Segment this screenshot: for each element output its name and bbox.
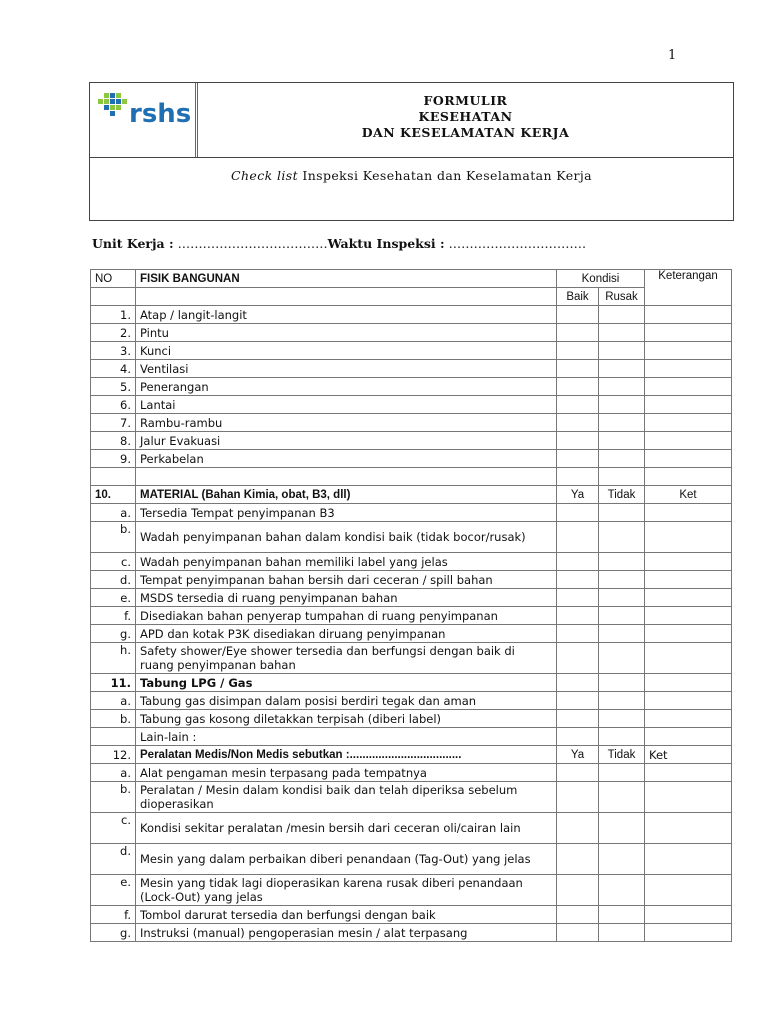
- note-cell[interactable]: [645, 906, 732, 924]
- col-ya-header: Ya: [557, 746, 599, 764]
- note-cell[interactable]: [645, 306, 732, 324]
- row-text: Tabung gas disimpan dalam posisi berdiri tegak dan aman: [136, 692, 557, 710]
- table-row: [91, 306, 732, 324]
- subtitle-rest: Inspeksi Kesehatan dan Keselamatan Kerja: [298, 168, 592, 183]
- note-cell[interactable]: [645, 692, 732, 710]
- check-cell[interactable]: [557, 813, 599, 844]
- row-no: 7.: [91, 414, 136, 432]
- check-cell[interactable]: [599, 378, 645, 396]
- check-cell[interactable]: [557, 571, 599, 589]
- row-no: c.: [91, 553, 136, 571]
- table-row: [91, 504, 732, 522]
- check-cell[interactable]: [557, 553, 599, 571]
- table-row-empty: [91, 468, 732, 486]
- row-text: Wadah penyimpanan bahan memiliki label yang jelas: [136, 553, 557, 571]
- check-cell[interactable]: [599, 782, 645, 813]
- check-cell[interactable]: [599, 306, 645, 324]
- col-rusak-header: Rusak: [599, 288, 645, 306]
- check-cell[interactable]: [557, 875, 599, 906]
- row-text: Peralatan / Mesin dalam kondisi baik dan telah diperiksa sebelum dioperasikan: [136, 782, 557, 813]
- section-no: 10.: [91, 486, 136, 504]
- table-row: [91, 875, 732, 906]
- row-text: Mesin yang tidak lagi dioperasikan karena rusak diberi penandaan (Lock-Out) yang jelas: [136, 875, 557, 906]
- table-row: [91, 342, 732, 360]
- table-row: [91, 589, 732, 607]
- row-text: Pintu: [136, 324, 557, 342]
- note-cell[interactable]: [645, 625, 732, 643]
- table-subheader-row: [91, 288, 732, 306]
- check-cell[interactable]: [557, 589, 599, 607]
- note-cell[interactable]: [645, 875, 732, 906]
- check-cell[interactable]: [599, 625, 645, 643]
- row-no: b.: [91, 782, 136, 813]
- waktu-inspeksi-field[interactable]: ……………………………: [444, 236, 587, 251]
- check-cell[interactable]: [599, 728, 645, 746]
- row-no: d.: [91, 571, 136, 589]
- col-no-header: NO: [91, 270, 136, 288]
- row-text: Tabung gas kosong diletakkan terpisah (diberi label): [136, 710, 557, 728]
- check-cell[interactable]: [557, 607, 599, 625]
- check-cell[interactable]: [557, 342, 599, 360]
- check-cell[interactable]: [557, 522, 599, 553]
- check-cell[interactable]: [599, 813, 645, 844]
- row-no: a.: [91, 504, 136, 522]
- table-row: [91, 844, 732, 875]
- check-cell[interactable]: [557, 450, 599, 468]
- row-text: Rambu-rambu: [136, 414, 557, 432]
- row-text: Instruksi (manual) pengoperasian mesin / alat terpasang: [136, 924, 557, 942]
- table-row: [91, 813, 732, 844]
- col-ya-header: Ya: [557, 486, 599, 504]
- row-no: 4.: [91, 360, 136, 378]
- table-row: [91, 710, 732, 728]
- table-row: [91, 450, 732, 468]
- check-cell[interactable]: [557, 414, 599, 432]
- row-text: Safety shower/Eye shower tersedia dan berfungsi dengan baik di ruang penyimpanan bahan: [136, 643, 557, 674]
- row-no: e.: [91, 589, 136, 607]
- check-cell[interactable]: [599, 643, 645, 674]
- title-line-2: KESEHATAN: [418, 109, 513, 124]
- row-no: 1.: [91, 306, 136, 324]
- check-cell[interactable]: [599, 342, 645, 360]
- note-cell[interactable]: [645, 553, 732, 571]
- note-cell[interactable]: [645, 324, 732, 342]
- title-line-3: DAN KESELAMATAN KERJA: [361, 125, 570, 140]
- check-cell[interactable]: [599, 875, 645, 906]
- note-cell[interactable]: [645, 432, 732, 450]
- table-row: [91, 414, 732, 432]
- note-cell[interactable]: [645, 728, 732, 746]
- check-cell[interactable]: [557, 764, 599, 782]
- row-no: f.: [91, 906, 136, 924]
- check-cell[interactable]: [557, 378, 599, 396]
- header-top-row: [90, 83, 733, 158]
- row-text: Kondisi sekitar peralatan /mesin bersih dari ceceran oli/cairan lain: [136, 813, 557, 844]
- checklist-table: [90, 269, 732, 942]
- table-row: [91, 692, 732, 710]
- col-keterangan-header: Keterangan: [645, 270, 732, 306]
- note-cell[interactable]: [645, 396, 732, 414]
- check-cell[interactable]: [557, 782, 599, 813]
- row-text: Mesin yang dalam perbaikan diberi penandaan (Tag-Out) yang jelas: [136, 844, 557, 875]
- row-no: b.: [91, 522, 136, 553]
- unit-kerja-field[interactable]: ………………………………: [173, 236, 328, 251]
- section-title: Tabung LPG / Gas: [136, 674, 557, 692]
- note-cell[interactable]: [645, 360, 732, 378]
- table-row: [91, 522, 732, 553]
- check-cell[interactable]: [599, 324, 645, 342]
- empty-cell: [91, 288, 136, 306]
- check-cell[interactable]: [557, 306, 599, 324]
- check-cell[interactable]: [599, 571, 645, 589]
- check-cell[interactable]: [557, 643, 599, 674]
- table-row: [91, 360, 732, 378]
- note-cell[interactable]: [645, 924, 732, 942]
- check-cell[interactable]: [599, 589, 645, 607]
- check-cell[interactable]: [599, 906, 645, 924]
- table-row: [91, 396, 732, 414]
- section-header-row: [91, 746, 732, 764]
- row-text: MSDS tersedia di ruang penyimpanan bahan: [136, 589, 557, 607]
- subtitle-italic: Check list: [231, 168, 298, 183]
- form-header: [89, 82, 734, 221]
- row-text: Wadah penyimpanan bahan dalam kondisi baik (tidak bocor/rusak): [136, 522, 557, 553]
- row-no: d.: [91, 844, 136, 875]
- row-text: Tombol darurat tersedia dan berfungsi dengan baik: [136, 906, 557, 924]
- section-title: Peralatan Medis/Non Medis sebutkan :...................................: [136, 746, 557, 764]
- note-cell[interactable]: [645, 813, 732, 844]
- check-cell[interactable]: [557, 906, 599, 924]
- row-no: e.: [91, 875, 136, 906]
- check-cell[interactable]: [599, 553, 645, 571]
- row-no: g.: [91, 924, 136, 942]
- check-cell[interactable]: [599, 360, 645, 378]
- note-cell[interactable]: [645, 643, 732, 674]
- row-no: b.: [91, 710, 136, 728]
- col-ket-header: Ket: [645, 746, 732, 764]
- title-line-1: FORMULIR: [423, 93, 508, 108]
- table-row: [91, 324, 732, 342]
- note-cell[interactable]: [645, 764, 732, 782]
- check-cell[interactable]: [557, 432, 599, 450]
- note-cell[interactable]: [645, 607, 732, 625]
- check-cell[interactable]: [599, 396, 645, 414]
- unit-kerja-label: Unit Kerja :: [92, 236, 174, 251]
- check-cell[interactable]: [557, 324, 599, 342]
- row-no: g.: [91, 625, 136, 643]
- check-cell[interactable]: [599, 414, 645, 432]
- table-row: [91, 607, 732, 625]
- row-no: 2.: [91, 324, 136, 342]
- col-tidak-header: Tidak: [599, 746, 645, 764]
- lain-lain-label: Lain-lain :: [136, 728, 557, 746]
- table-row: [91, 782, 732, 813]
- logo: [90, 83, 198, 157]
- row-no: 3.: [91, 342, 136, 360]
- note-cell[interactable]: [645, 378, 732, 396]
- section-no: 12.: [91, 746, 136, 764]
- col-baik-header: Baik: [557, 288, 599, 306]
- table-row: [91, 764, 732, 782]
- check-cell[interactable]: [599, 692, 645, 710]
- check-cell[interactable]: [557, 504, 599, 522]
- table-header-row: [91, 270, 732, 288]
- check-cell[interactable]: [557, 396, 599, 414]
- row-text: Tersedia Tempat penyimpanan B3: [136, 504, 557, 522]
- check-cell[interactable]: [599, 764, 645, 782]
- row-no: 9.: [91, 450, 136, 468]
- note-cell[interactable]: [645, 342, 732, 360]
- table-row: [91, 924, 732, 942]
- table-row: [91, 378, 732, 396]
- check-cell[interactable]: [557, 924, 599, 942]
- note-cell[interactable]: [645, 522, 732, 553]
- section-no: 11.: [91, 674, 136, 692]
- note-cell[interactable]: [645, 414, 732, 432]
- table-row: [91, 625, 732, 643]
- row-text: Tempat penyimpanan bahan bersih dari ceceran / spill bahan: [136, 571, 557, 589]
- row-no: c.: [91, 813, 136, 844]
- row-text: Jalur Evakuasi: [136, 432, 557, 450]
- check-cell[interactable]: [599, 432, 645, 450]
- check-cell[interactable]: [557, 710, 599, 728]
- row-no: a.: [91, 692, 136, 710]
- logo-text: rshs: [129, 99, 192, 129]
- check-cell[interactable]: [599, 607, 645, 625]
- check-cell[interactable]: [599, 450, 645, 468]
- section-title: MATERIAL (Bahan Kimia, obat, B3, dll): [136, 486, 557, 504]
- note-cell[interactable]: [645, 450, 732, 468]
- row-text: Ventilasi: [136, 360, 557, 378]
- row-no: f.: [91, 607, 136, 625]
- check-cell[interactable]: [557, 360, 599, 378]
- table-row: [91, 728, 732, 746]
- table-row: [91, 553, 732, 571]
- row-text: Penerangan: [136, 378, 557, 396]
- form-title: [198, 93, 733, 141]
- col-fisik-header: FISIK BANGUNAN: [136, 270, 557, 288]
- check-cell[interactable]: [557, 728, 599, 746]
- form-subtitle: [90, 168, 733, 183]
- page-number: 1: [668, 48, 677, 63]
- unit-kerja-line: [92, 236, 586, 251]
- row-no: 5.: [91, 378, 136, 396]
- row-no: 6.: [91, 396, 136, 414]
- section-header-row: [91, 486, 732, 504]
- note-cell[interactable]: [645, 504, 732, 522]
- note-cell[interactable]: [645, 571, 732, 589]
- check-cell[interactable]: [599, 924, 645, 942]
- check-cell[interactable]: [599, 844, 645, 875]
- table-row: [91, 432, 732, 450]
- check-cell[interactable]: [599, 522, 645, 553]
- section-header-row: [91, 674, 732, 692]
- row-text: Kunci: [136, 342, 557, 360]
- check-cell[interactable]: [557, 625, 599, 643]
- row-no: h.: [91, 643, 136, 674]
- col-tidak-header: Tidak: [599, 486, 645, 504]
- waktu-inspeksi-label: Waktu Inspeksi :: [327, 236, 445, 251]
- check-cell[interactable]: [599, 710, 645, 728]
- check-cell[interactable]: [557, 692, 599, 710]
- note-cell[interactable]: [645, 710, 732, 728]
- row-text: Alat pengaman mesin terpasang pada tempatnya: [136, 764, 557, 782]
- row-no: a.: [91, 764, 136, 782]
- row-no: 8.: [91, 432, 136, 450]
- table-row: [91, 643, 732, 674]
- note-cell[interactable]: [645, 589, 732, 607]
- note-cell[interactable]: [645, 782, 732, 813]
- table-row: [91, 571, 732, 589]
- col-ket-header: Ket: [645, 486, 732, 504]
- row-text: Atap / langit-langit: [136, 306, 557, 324]
- row-text: Perkabelan: [136, 450, 557, 468]
- check-cell[interactable]: [599, 504, 645, 522]
- table-row: [91, 906, 732, 924]
- col-kondisi-header: Kondisi: [557, 270, 645, 288]
- row-text: Disediakan bahan penyerap tumpahan di ruang penyimpanan: [136, 607, 557, 625]
- row-text: APD dan kotak P3K disediakan diruang penyimpanan: [136, 625, 557, 643]
- note-cell[interactable]: [645, 844, 732, 875]
- empty-cell: [136, 288, 557, 306]
- check-cell[interactable]: [557, 844, 599, 875]
- row-text: Lantai: [136, 396, 557, 414]
